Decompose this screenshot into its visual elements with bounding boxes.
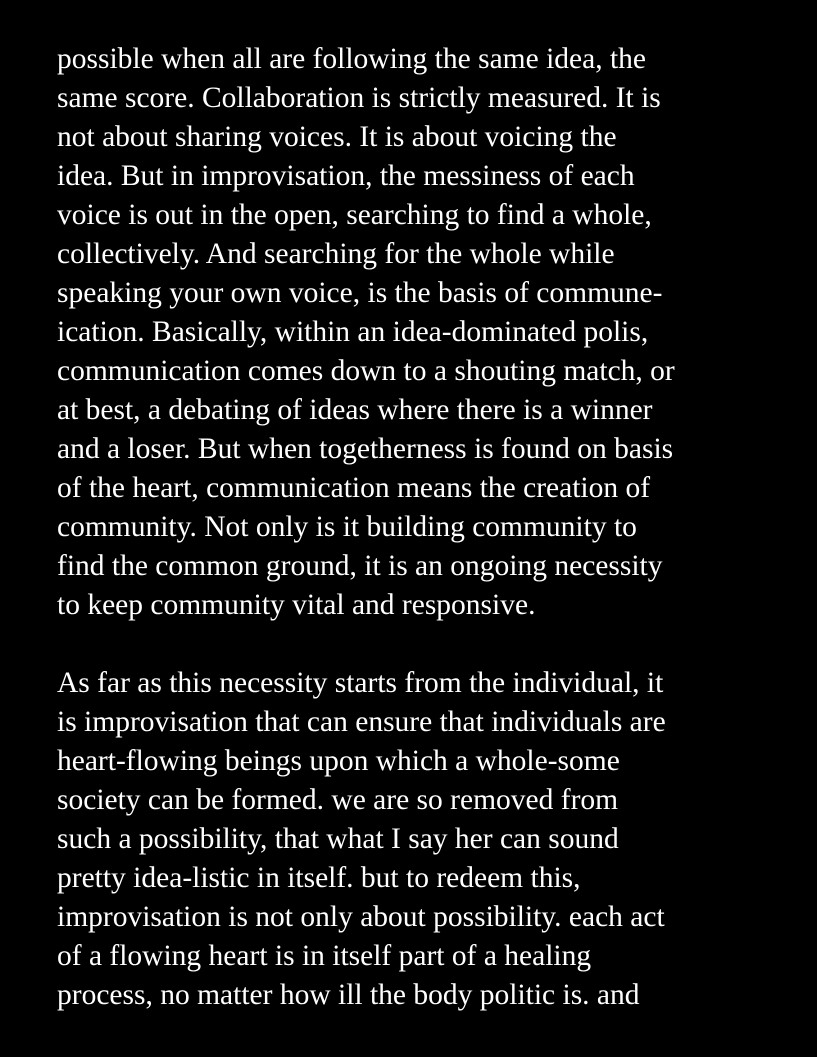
paragraph-1 <box>57 40 797 625</box>
text-line: society can be formed. we are so removed from <box>57 784 619 816</box>
text-line: heart-flowing beings upon which a whole-some <box>57 745 620 777</box>
text-line: idea. But in improvisation, the messiness of each <box>57 160 635 192</box>
text-line: speaking your own voice, is the basis of commune- <box>57 277 663 309</box>
document-text <box>57 40 797 1015</box>
text-line: same score. Collaboration is strictly measured. It is <box>57 82 661 114</box>
paragraph-gap <box>57 625 797 664</box>
text-line: of the heart, communication means the creation of <box>57 472 651 504</box>
text-line: process, no matter how ill the body politic is. and <box>57 979 640 1011</box>
text-line: to keep community vital and responsive. <box>57 589 536 621</box>
text-line: improvisation is not only about possibility. each act <box>57 901 665 933</box>
text-line: collectively. And searching for the whole while <box>57 238 615 270</box>
paragraph-2 <box>57 664 797 1015</box>
text-line: not about sharing voices. It is about voicing the <box>57 121 617 153</box>
text-line: and a loser. But when togetherness is found on basis <box>57 433 674 465</box>
text-line: of a flowing heart is in itself part of a healing <box>57 940 592 972</box>
text-line: pretty idea-listic in itself. but to redeem this, <box>57 862 581 894</box>
text-line: is improvisation that can ensure that individuals are <box>57 706 666 738</box>
text-line: possible when all are following the same idea, the <box>57 43 647 75</box>
text-line: voice is out in the open, searching to find a whole, <box>57 199 652 231</box>
text-line: such a possibility, that what I say her can sound <box>57 823 619 855</box>
text-line: communication comes down to a shouting match, or <box>57 355 675 387</box>
text-line: find the common ground, it is an ongoing necessity <box>57 550 663 582</box>
text-line: As far as this necessity starts from the individual, it <box>57 667 664 699</box>
text-line: community. Not only is it building community to <box>57 511 637 543</box>
text-line: ication. Basically, within an idea-dominated polis, <box>57 316 649 348</box>
text-line: at best, a debating of ideas where there is a winner <box>57 394 653 426</box>
